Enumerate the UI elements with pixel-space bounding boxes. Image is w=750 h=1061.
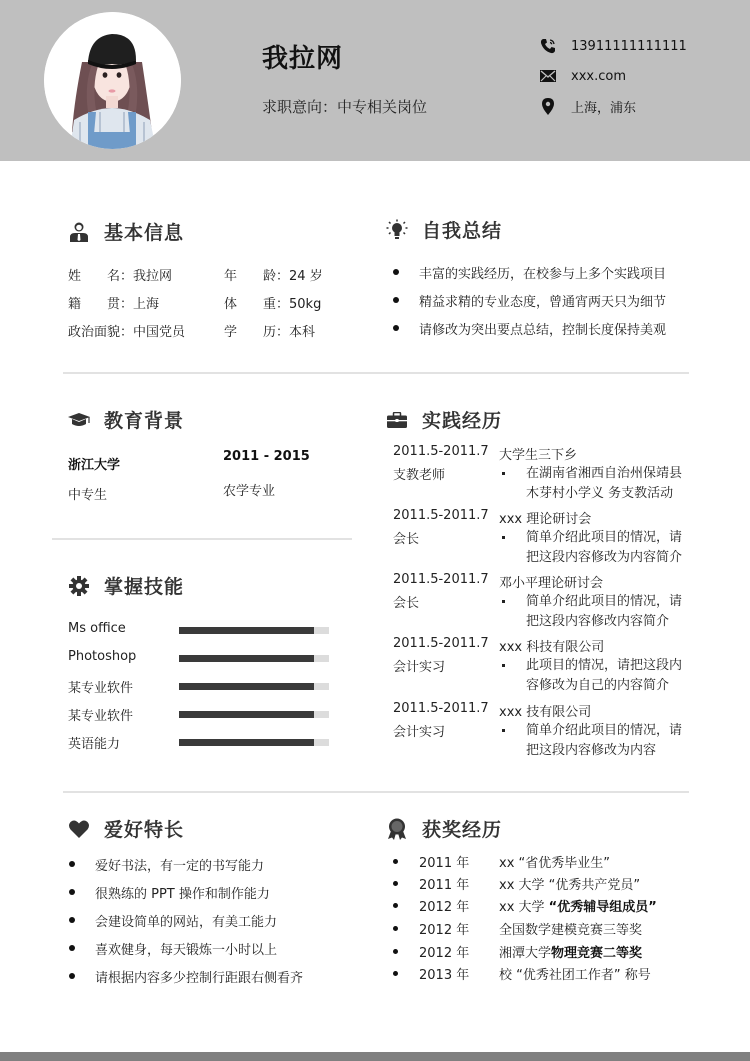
award-text — [499, 942, 642, 961]
avatar-illustration — [44, 12, 181, 149]
avatar — [44, 12, 181, 149]
experience-org: 大学生三下乡 — [499, 448, 578, 463]
header-banner — [0, 0, 750, 161]
location-text: 上海，浦东 — [571, 100, 637, 116]
award-text-bold: 物理竞赛二等奖 — [551, 946, 643, 961]
award-item — [393, 964, 693, 984]
section-title: 获奖经历 — [422, 819, 503, 841]
info-label: 政治面貌： — [68, 325, 134, 340]
bullet-dot — [393, 325, 399, 331]
footer-bar — [0, 1052, 750, 1061]
award-item — [393, 852, 693, 872]
award-text-plain: 湘潭大学 — [499, 946, 552, 961]
list-item-text: 爱好书法，有一定的书写能力 — [95, 859, 265, 874]
bullet-dot — [393, 926, 398, 931]
experience-org: 邓小平理论研讨会 — [499, 576, 604, 591]
list-item-text: 丰富的实践经历，在校参与上多个实践项目 — [419, 267, 667, 282]
award-year: 2011 年 — [419, 878, 470, 893]
bullet-dot — [393, 269, 399, 275]
award-year: 2012 年 — [419, 946, 470, 961]
award-text-plain: 全国数学建模竞赛三等奖 — [499, 923, 643, 938]
skill-progress-bar — [179, 683, 329, 690]
bullet-dot — [69, 917, 75, 923]
skill-progress-bar — [179, 655, 329, 662]
award-year: 2012 年 — [419, 900, 470, 915]
bullet-square — [502, 729, 505, 732]
section-title: 教育背景 — [104, 410, 185, 432]
experience-item — [393, 701, 693, 761]
experience-date: 2011.5-2011.7 — [393, 508, 489, 523]
award-item — [393, 919, 693, 939]
bullet-dot — [69, 861, 75, 867]
info-label: 籍 贯： — [68, 297, 134, 312]
award-item — [393, 874, 693, 894]
bullet-dot — [393, 903, 398, 908]
section-title: 基本信息 — [104, 222, 185, 244]
skill-row — [68, 677, 338, 697]
section-practice-title — [386, 406, 502, 433]
info-name — [68, 265, 172, 284]
mail-icon — [538, 67, 558, 85]
skill-progress-fill — [179, 711, 314, 718]
section-title: 自我总结 — [422, 220, 503, 242]
experience-desc: 在湖南省湘西自治州保靖县木芽村小学义 务支教活动 — [526, 466, 683, 501]
info-hometown — [68, 293, 159, 312]
section-title: 爱好特长 — [104, 819, 185, 841]
section-title: 掌握技能 — [104, 576, 185, 598]
bullet-square — [502, 600, 505, 603]
info-value: 本科 — [289, 325, 316, 340]
experience-desc: 简单介绍此项目的情况，请把这段内容修改为内容简介 — [526, 530, 683, 565]
lightbulb-icon — [386, 219, 408, 241]
section-education-title — [68, 406, 184, 433]
section-basic-info-title — [68, 218, 184, 245]
award-text — [499, 852, 610, 871]
info-label: 年 龄： — [224, 269, 290, 284]
award-text-plain: xx “省优秀毕业生” — [499, 856, 610, 871]
award-year: 2013 年 — [419, 968, 470, 983]
award-text — [499, 919, 642, 938]
skill-progress-fill — [179, 655, 314, 662]
bullet-dot — [393, 859, 398, 864]
list-item-text: 会建设简单的网站，有美工能力 — [95, 915, 278, 930]
experience-date: 2011.5-2011.7 — [393, 636, 489, 651]
info-value: 50kg — [289, 297, 322, 312]
contact-location — [538, 96, 636, 116]
medal-icon — [386, 818, 408, 840]
section-awards-title — [386, 815, 502, 842]
phone-number: 13911111111111 — [571, 38, 687, 54]
info-value: 我拉网 — [133, 269, 173, 284]
info-value: 上海 — [133, 297, 160, 312]
experience-role: 会计实习 — [393, 725, 446, 740]
bullet-square — [502, 536, 505, 539]
info-value: 24 岁 — [289, 269, 323, 284]
section-title: 实践经历 — [422, 410, 503, 432]
job-intent: 求职意向：中专相关岗位 — [262, 98, 428, 116]
skill-progress-fill — [179, 683, 314, 690]
experience-org: xxx 科技有限公司 — [499, 640, 605, 655]
heart-icon — [68, 818, 90, 840]
skill-progress-bar — [179, 739, 329, 746]
skill-row — [68, 733, 338, 753]
bullet-dot — [69, 889, 75, 895]
info-weight — [224, 293, 321, 312]
education-years: 2011 - 2015 — [223, 449, 310, 464]
contact-email — [538, 66, 626, 86]
experience-role: 会长 — [393, 532, 420, 547]
award-text-plain: 校 “优秀社团工作者” 称号 — [499, 968, 651, 983]
experience-org: xxx 技有限公司 — [499, 705, 592, 720]
experience-item — [393, 508, 693, 568]
award-text — [499, 964, 651, 983]
experience-date: 2011.5-2011.7 — [393, 572, 489, 587]
hobbies-list — [69, 855, 359, 990]
list-item-text: 很熟练的 PPT 操作和制作能力 — [95, 887, 270, 902]
list-item-text: 喜欢健身，每天锻炼一小时以上 — [95, 943, 278, 958]
candidate-name: 我拉网 — [262, 44, 344, 74]
info-education — [224, 321, 315, 340]
list-item-text: 请根据内容多少控制行距跟右侧看齐 — [95, 971, 304, 986]
award-year: 2011 年 — [419, 856, 470, 871]
bullet-dot — [393, 881, 398, 886]
award-text — [499, 874, 640, 893]
bullet-square — [502, 472, 505, 475]
experience-org: xxx 理论研讨会 — [499, 512, 592, 527]
experience-item — [393, 572, 693, 632]
section-skills-title — [68, 572, 184, 599]
briefcase-icon — [386, 409, 408, 431]
award-item — [393, 942, 693, 962]
education-major: 农学专业 — [223, 484, 276, 499]
experience-role: 支教老师 — [393, 468, 446, 483]
education-level: 中专生 — [68, 488, 108, 503]
graduation-cap-icon — [68, 409, 90, 431]
divider — [63, 791, 689, 793]
bullet-dot — [69, 973, 75, 979]
skill-row — [68, 705, 338, 725]
location-icon — [538, 97, 558, 115]
list-item-text: 请修改为突出要点总结，控制长度保持美观 — [419, 323, 667, 338]
info-label: 姓 名： — [68, 269, 134, 284]
school-name: 浙江大学 — [68, 458, 121, 473]
experience-desc: 简单介绍此项目的情况，请把这段内容修改内容简介 — [526, 594, 683, 629]
experience-item — [393, 636, 693, 696]
experience-desc: 此项目的情况，请把这段内容修改为自己的内容简介 — [526, 658, 683, 693]
phone-icon — [538, 37, 558, 55]
award-year: 2012 年 — [419, 923, 470, 938]
skill-row — [68, 621, 338, 641]
gear-icon — [68, 575, 90, 597]
skill-progress-fill — [179, 739, 314, 746]
list-item-text: 精益求精的专业态度，曾通宵两天只为细节 — [419, 295, 667, 310]
experience-desc: 简单介绍此项目的情况，请把这段内容修改为内容 — [526, 723, 683, 758]
award-text-plain: xx 大学 — [499, 900, 549, 915]
bullet-dot — [393, 971, 398, 976]
divider — [52, 538, 352, 540]
info-politics — [68, 321, 185, 340]
bullet-dot — [393, 297, 399, 303]
skill-name: 某专业软件 — [68, 709, 134, 724]
contact-phone — [538, 36, 687, 56]
skill-name: 某专业软件 — [68, 681, 134, 696]
skill-progress-bar — [179, 711, 329, 718]
divider — [63, 372, 689, 374]
section-hobbies-title — [68, 815, 184, 842]
self-summary-list — [393, 263, 693, 343]
experience-role: 会长 — [393, 596, 420, 611]
info-value: 中国党员 — [133, 325, 186, 340]
section-self-summary-title — [386, 216, 502, 243]
award-text-bold: “优秀辅导组成员” — [548, 900, 657, 915]
bullet-square — [502, 664, 505, 667]
bullet-dot — [393, 949, 398, 954]
skill-name: Photoshop — [68, 649, 137, 664]
experience-date: 2011.5-2011.7 — [393, 444, 489, 459]
award-text — [499, 896, 657, 915]
person-icon — [68, 221, 90, 243]
email-address: xxx.com — [571, 68, 626, 84]
skill-name: 英语能力 — [68, 737, 121, 752]
info-age — [224, 265, 323, 284]
experience-role: 会计实习 — [393, 660, 446, 675]
info-label: 学 历： — [224, 325, 290, 340]
experience-date: 2011.5-2011.7 — [393, 701, 489, 716]
skill-progress-bar — [179, 627, 329, 634]
award-item — [393, 896, 693, 916]
skill-progress-fill — [179, 627, 314, 634]
award-text-plain: xx 大学 “优秀共产党员” — [499, 878, 641, 893]
info-label: 体 重： — [224, 297, 290, 312]
skill-row — [68, 649, 338, 669]
experience-item — [393, 444, 693, 504]
skill-name: Ms office — [68, 621, 126, 636]
bullet-dot — [69, 945, 75, 951]
